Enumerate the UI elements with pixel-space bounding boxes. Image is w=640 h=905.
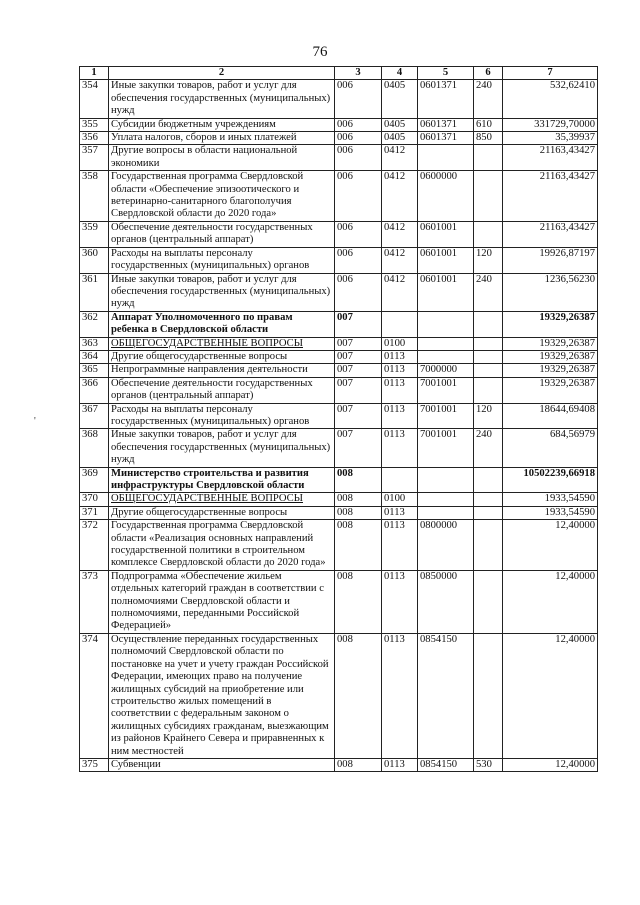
row-expense-type-code: 120	[474, 247, 503, 273]
row-section-code: 0412	[382, 221, 418, 247]
row-target-code: 0850000	[418, 570, 474, 633]
table-row	[80, 221, 598, 247]
row-number: 362	[80, 311, 109, 337]
row-expense-type-code	[474, 350, 503, 363]
table-row	[80, 118, 598, 131]
row-amount: 1933,54590	[503, 506, 598, 519]
row-name: Аппарат Уполномоченного по правам ребенка в Свердловской области	[109, 311, 335, 337]
row-number: 360	[80, 247, 109, 273]
row-amount: 1933,54590	[503, 493, 598, 506]
row-target-code: 0854150	[418, 758, 474, 771]
table-row	[80, 377, 598, 403]
row-expense-type-code	[474, 171, 503, 222]
row-section-code: 0113	[382, 570, 418, 633]
row-name: Расходы на выплаты персоналу государственных (муниципальных) органов	[109, 247, 335, 273]
row-name: Иные закупки товаров, работ и услуг для обеспечения государственных (муниципальных) нужд	[109, 429, 335, 467]
row-section-code: 0113	[382, 403, 418, 429]
row-number: 355	[80, 118, 109, 131]
row-ministry-code: 006	[335, 221, 382, 247]
table-row	[80, 467, 598, 493]
row-ministry-code: 007	[335, 337, 382, 350]
column-header-3: 3	[335, 67, 382, 80]
row-section-code: 0405	[382, 80, 418, 118]
row-expense-type-code: 240	[474, 80, 503, 118]
row-name: Другие общегосударственные вопросы	[109, 506, 335, 519]
budget-table	[79, 66, 598, 772]
row-amount: 19926,87197	[503, 247, 598, 273]
row-number: 354	[80, 80, 109, 118]
row-section-code: 0405	[382, 132, 418, 145]
row-target-code: 0601371	[418, 118, 474, 131]
row-target-code	[418, 311, 474, 337]
row-ministry-code: 008	[335, 520, 382, 571]
row-target-code	[418, 493, 474, 506]
row-number: 357	[80, 145, 109, 171]
row-target-code: 7001001	[418, 377, 474, 403]
row-number: 363	[80, 337, 109, 350]
column-header-6: 6	[474, 67, 503, 80]
column-header-5: 5	[418, 67, 474, 80]
table-row	[80, 273, 598, 311]
row-target-code: 0600000	[418, 171, 474, 222]
table-row	[80, 311, 598, 337]
row-name: Другие вопросы в области национальной экономики	[109, 145, 335, 171]
table-row	[80, 493, 598, 506]
row-name: Непрограммные направления деятельности	[109, 364, 335, 377]
row-ministry-code: 008	[335, 493, 382, 506]
row-amount: 12,40000	[503, 633, 598, 758]
row-ministry-code: 006	[335, 145, 382, 171]
column-header-7: 7	[503, 67, 598, 80]
row-name: Обеспечение деятельности государственных органов (центральный аппарат)	[109, 377, 335, 403]
row-amount: 21163,43427	[503, 221, 598, 247]
row-name: Обеспечение деятельности государственных органов (центральный аппарат)	[109, 221, 335, 247]
row-ministry-code: 006	[335, 132, 382, 145]
row-target-code: 0601001	[418, 221, 474, 247]
column-header-4: 4	[382, 67, 418, 80]
margin-mark: '	[34, 416, 36, 427]
row-target-code: 0601001	[418, 247, 474, 273]
row-target-code	[418, 506, 474, 519]
row-section-code	[382, 467, 418, 493]
row-ministry-code: 007	[335, 364, 382, 377]
row-target-code: 7001001	[418, 429, 474, 467]
row-target-code: 7000000	[418, 364, 474, 377]
row-number: 364	[80, 350, 109, 363]
row-expense-type-code	[474, 520, 503, 571]
row-section-code: 0412	[382, 171, 418, 222]
row-amount: 12,40000	[503, 758, 598, 771]
row-ministry-code: 006	[335, 80, 382, 118]
table-body	[80, 80, 598, 772]
row-number: 358	[80, 171, 109, 222]
table-row	[80, 247, 598, 273]
row-amount: 532,62410	[503, 80, 598, 118]
row-number: 373	[80, 570, 109, 633]
row-expense-type-code: 240	[474, 429, 503, 467]
row-name: ОБЩЕГОСУДАРСТВЕННЫЕ ВОПРОСЫ	[109, 493, 335, 506]
row-amount: 19329,26387	[503, 337, 598, 350]
row-expense-type-code	[474, 467, 503, 493]
table-row	[80, 337, 598, 350]
row-name: Иные закупки товаров, работ и услуг для обеспечения государственных (муниципальных) нужд	[109, 273, 335, 311]
row-number: 369	[80, 467, 109, 493]
row-expense-type-code: 120	[474, 403, 503, 429]
row-ministry-code: 007	[335, 350, 382, 363]
table-row	[80, 758, 598, 771]
row-number: 370	[80, 493, 109, 506]
row-section-code	[382, 311, 418, 337]
table-row	[80, 171, 598, 222]
row-name: Государственная программа Свердловской области «Реализация основных направлений государственной политики в строительном комплексе Свердловской области до 2020 года»	[109, 520, 335, 571]
row-number: 356	[80, 132, 109, 145]
row-ministry-code: 007	[335, 311, 382, 337]
row-section-code: 0113	[382, 429, 418, 467]
row-amount: 19329,26387	[503, 377, 598, 403]
row-section-code: 0100	[382, 337, 418, 350]
table-row	[80, 633, 598, 758]
row-amount: 18644,69408	[503, 403, 598, 429]
row-section-code: 0113	[382, 377, 418, 403]
row-target-code: 7001001	[418, 403, 474, 429]
row-expense-type-code	[474, 145, 503, 171]
row-name: Субвенции	[109, 758, 335, 771]
row-ministry-code: 008	[335, 467, 382, 493]
row-target-code: 0601371	[418, 132, 474, 145]
row-amount: 1236,56230	[503, 273, 598, 311]
row-ministry-code: 008	[335, 758, 382, 771]
row-target-code: 0601371	[418, 80, 474, 118]
row-number: 367	[80, 403, 109, 429]
row-expense-type-code: 610	[474, 118, 503, 131]
row-name: Расходы на выплаты персоналу государственных (муниципальных) органов	[109, 403, 335, 429]
row-section-code: 0100	[382, 493, 418, 506]
row-amount: 19329,26387	[503, 311, 598, 337]
row-amount: 10502239,66918	[503, 467, 598, 493]
row-expense-type-code	[474, 506, 503, 519]
row-name: Уплата налогов, сборов и иных платежей	[109, 132, 335, 145]
row-section-code: 0405	[382, 118, 418, 131]
row-name: Подпрограмма «Обеспечение жильем отдельных категорий граждан в соответствии с полномочиями Свердловской области и полномочиями, переданными Российской Федерацией»	[109, 570, 335, 633]
table-row	[80, 80, 598, 118]
row-name: Субсидии бюджетным учреждениям	[109, 118, 335, 131]
table-row	[80, 429, 598, 467]
row-ministry-code: 006	[335, 171, 382, 222]
row-section-code: 0113	[382, 520, 418, 571]
row-section-code: 0113	[382, 506, 418, 519]
row-target-code: 0854150	[418, 633, 474, 758]
row-expense-type-code	[474, 364, 503, 377]
row-amount: 21163,43427	[503, 145, 598, 171]
row-name: Другие общегосударственные вопросы	[109, 350, 335, 363]
row-target-code	[418, 467, 474, 493]
row-number: 371	[80, 506, 109, 519]
row-target-code	[418, 145, 474, 171]
row-section-code: 0412	[382, 273, 418, 311]
row-expense-type-code	[474, 337, 503, 350]
row-section-code: 0412	[382, 247, 418, 273]
row-amount: 12,40000	[503, 570, 598, 633]
row-number: 372	[80, 520, 109, 571]
row-number: 375	[80, 758, 109, 771]
row-name: Государственная программа Свердловской области «Обеспечение эпизоотического и ветеринарно-санитарного благополучия Свердловской области до 2020 года»	[109, 171, 335, 222]
row-amount: 19329,26387	[503, 364, 598, 377]
row-name: Осуществление переданных государственных полномочий Свердловской области по постановке на учет и учету граждан Российской Федерации, имеющих право на получение жилищных субсидий на приобретение или строительство жилых помещений в соответствии с федеральным законом о жилищных субсидиях гражданам, выезжающим из районов Крайнего Севера и приравненных к ним местностей	[109, 633, 335, 758]
table-row	[80, 350, 598, 363]
table-row	[80, 520, 598, 571]
row-number: 366	[80, 377, 109, 403]
row-expense-type-code	[474, 221, 503, 247]
row-amount: 12,40000	[503, 520, 598, 571]
row-expense-type-code: 240	[474, 273, 503, 311]
row-amount: 35,39937	[503, 132, 598, 145]
row-expense-type-code: 530	[474, 758, 503, 771]
row-target-code: 0601001	[418, 273, 474, 311]
table-row	[80, 145, 598, 171]
row-expense-type-code	[474, 377, 503, 403]
column-header-2: 2	[109, 67, 335, 80]
row-number: 368	[80, 429, 109, 467]
row-ministry-code: 007	[335, 403, 382, 429]
table-row	[80, 570, 598, 633]
row-target-code	[418, 350, 474, 363]
row-ministry-code: 008	[335, 570, 382, 633]
row-ministry-code: 006	[335, 273, 382, 311]
row-ministry-code: 007	[335, 429, 382, 467]
row-number: 365	[80, 364, 109, 377]
row-amount: 684,56979	[503, 429, 598, 467]
table-row	[80, 132, 598, 145]
row-section-code: 0113	[382, 633, 418, 758]
table-row	[80, 506, 598, 519]
page-number: 76	[312, 44, 328, 60]
row-number: 359	[80, 221, 109, 247]
row-expense-type-code: 850	[474, 132, 503, 145]
row-target-code: 0800000	[418, 520, 474, 571]
row-ministry-code: 006	[335, 118, 382, 131]
row-expense-type-code	[474, 570, 503, 633]
row-number: 374	[80, 633, 109, 758]
row-name: Министерство строительства и развития инфраструктуры Свердловской области	[109, 467, 335, 493]
table-row	[80, 364, 598, 377]
row-section-code: 0113	[382, 758, 418, 771]
column-header-1: 1	[80, 67, 109, 80]
row-expense-type-code	[474, 311, 503, 337]
row-section-code: 0412	[382, 145, 418, 171]
row-section-code: 0113	[382, 350, 418, 363]
row-ministry-code: 006	[335, 247, 382, 273]
row-expense-type-code	[474, 633, 503, 758]
row-amount: 331729,70000	[503, 118, 598, 131]
row-amount: 19329,26387	[503, 350, 598, 363]
row-name: ОБЩЕГОСУДАРСТВЕННЫЕ ВОПРОСЫ	[109, 337, 335, 350]
row-expense-type-code	[474, 493, 503, 506]
row-target-code	[418, 337, 474, 350]
row-number: 361	[80, 273, 109, 311]
table-row	[80, 403, 598, 429]
row-name: Иные закупки товаров, работ и услуг для обеспечения государственных (муниципальных) нужд	[109, 80, 335, 118]
header-row	[80, 67, 598, 80]
row-section-code: 0113	[382, 364, 418, 377]
row-ministry-code: 008	[335, 633, 382, 758]
row-ministry-code: 008	[335, 506, 382, 519]
row-amount: 21163,43427	[503, 171, 598, 222]
row-ministry-code: 007	[335, 377, 382, 403]
